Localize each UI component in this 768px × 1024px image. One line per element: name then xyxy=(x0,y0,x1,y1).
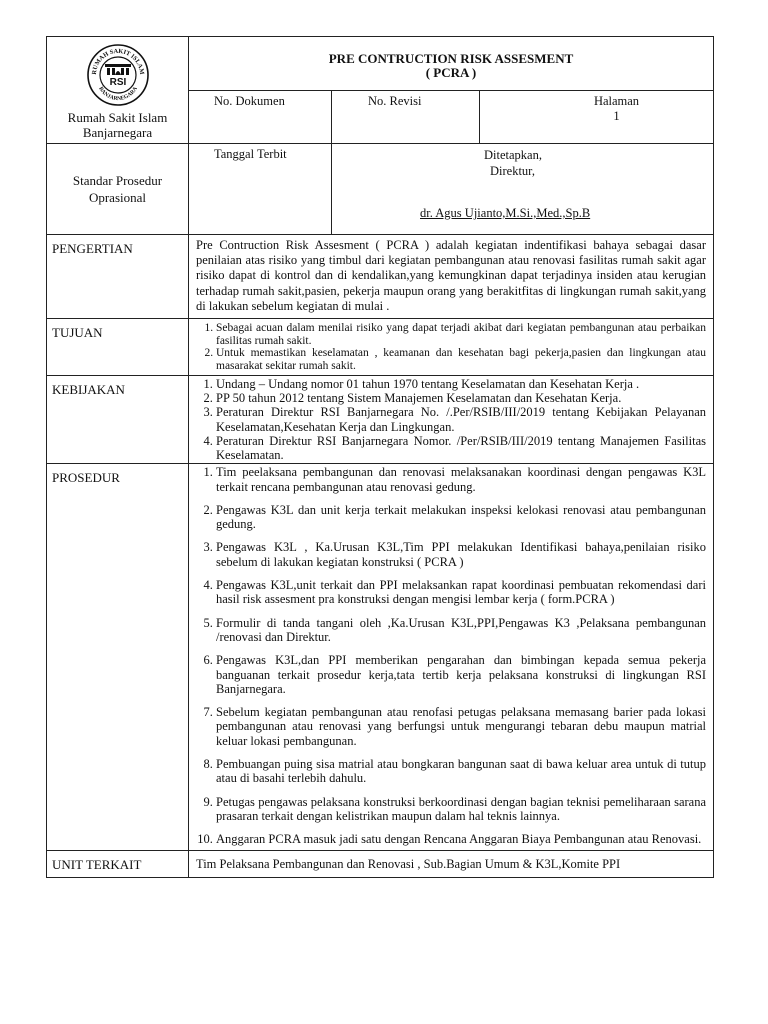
kebijakan-content xyxy=(189,376,713,463)
list-item: 1. Undang – Undang nomor 01 tahun 1970 tentang Keselamatan dan Kesehatan Kerja . xyxy=(216,377,706,391)
list-item: 2. PP 50 tahun 2012 tentang Sistem Manajemen Keselamatan dan Kesehatan Kerja. xyxy=(216,391,706,405)
list-item: 4. Pengawas K3L,unit terkait dan PPI melaksankan rapat koordinasi pembuatan rekomendasi dari hasil risk assesment pra konstruksi dengan mengisi lembar kerja ( form.PCRA ) xyxy=(216,578,706,607)
revision-label: No. Revisi xyxy=(332,91,480,143)
prosedur-row xyxy=(47,463,713,850)
list-item: 9. Petugas pengawas pelaksana konstruksi berkoordinasi dengan bagian teknisi pemeliharaan sarana prasaran terkait dengan kelistrikan maupun dalam hal teknis lainnya. xyxy=(216,795,706,824)
list-item: 7. Sebelum kegiatan pembangunan atau renofasi petugas pelaksana memasang barier pada lokasi pembangunan atau renovasi yang berfungsi untuk mengurangi tebaran debu maupun matrial keluar lokasi pembangunan. xyxy=(216,705,706,748)
prosedur-label: PROSEDUR xyxy=(47,464,189,850)
document-title xyxy=(189,37,713,91)
list-item: 2. Untuk memastikan keselamatan , keamanan dan kesehatan bagi pekerja,pasien dan lingkungan atau masarakat sekitar rumah sakit. xyxy=(216,347,706,372)
pengertian-row xyxy=(47,234,713,318)
list-item: 3. Pengawas K3L , Ka.Urusan K3L,Tim PPI melakukan Identifikasi bahaya,penilaian risiko sebelum di lakukan kegiatan konstruksi ( PCRA ) xyxy=(216,540,706,569)
header-right xyxy=(189,37,713,143)
list-item: 10. Anggaran PCRA masuk jadi satu dengan Rencana Anggaran Biaya Pembangunan atau Renovasi. xyxy=(216,832,706,846)
issue-date-label: Tanggal Terbit xyxy=(189,144,332,234)
list-item: 1. Tim peelaksana pembangunan dan renovasi melaksanakan koordinasi dengan pengawas K3L terkait rencana pembangunan atau renovasi gedung. xyxy=(216,465,706,494)
established-label: Ditetapkan, xyxy=(484,148,542,162)
list-item: 3. Peraturan Direktur RSI Banjarnegara No. /.Per/RSIB/III/2019 tentang Kebijakan Pelayanan Keselamatan,Kesehatan Kerja dan Lingkungan. xyxy=(216,405,706,433)
list-item: 1. Sebagai acuan dalam menilai risiko yang dapat terjadi akibat dari kegiatan pembangunan atau perbaikan fasilitas rumah sakit. xyxy=(216,322,706,347)
title-line-2: ( PCRA ) xyxy=(425,65,477,80)
logo-bottom-text: BANJARNEGARA xyxy=(96,85,139,103)
sop-row xyxy=(47,143,713,234)
doc-number-label: No. Dokumen xyxy=(189,91,332,143)
logo-abbr: RSI xyxy=(109,77,126,88)
unit-terkait-text: Tim Pelaksana Pembangunan dan Renovasi , Sub.Bagian Umum & K3L,Komite PPI xyxy=(196,857,621,872)
kebijakan-row xyxy=(47,375,713,463)
svg-text:BANJARNEGARA xyxy=(97,86,139,102)
tujuan-content xyxy=(189,319,713,375)
sop-label: Standar Prosedur Oprasional xyxy=(47,144,189,234)
director-label: Direktur, xyxy=(490,164,535,178)
list-item: 8. Pembuangan puing sisa matrial atau bongkaran bangunan saat di bawa keluar area untuk di tutup atau di basahi terlebih dahulu. xyxy=(216,757,706,786)
unit-terkait-row xyxy=(47,850,713,877)
established-cell xyxy=(332,144,713,234)
logo-top-text: RUMAH SAKIT ISLAM xyxy=(90,47,145,75)
page-cell xyxy=(480,91,713,143)
document-info xyxy=(189,91,713,143)
approval-cell xyxy=(189,144,713,234)
tujuan-list xyxy=(189,322,713,372)
list-item: 2. Pengawas K3L dan unit kerja terkait melakukan inspeksi kelokasi renovasi atau pembangunan gedung. xyxy=(216,503,706,532)
title-line-1: PRE CONTRUCTION RISK ASSESMENT xyxy=(328,51,574,66)
kebijakan-label: KEBIJAKAN xyxy=(47,376,189,463)
page-value: 1 xyxy=(613,109,620,123)
header-row xyxy=(47,37,713,143)
tujuan-row xyxy=(47,318,713,375)
pengertian-label: PENGERTIAN xyxy=(47,235,189,318)
director-name: dr. Agus Ujianto,M.Si.,Med.,Sp.B xyxy=(420,206,591,220)
unit-terkait-label: UNIT TERKAIT xyxy=(47,851,189,877)
tujuan-label: TUJUAN xyxy=(47,319,189,375)
prosedur-content xyxy=(189,464,713,850)
sop-document xyxy=(46,36,714,878)
hospital-name: Rumah Sakit Islam Banjarnegara xyxy=(67,110,168,140)
pengertian-text: Pre Contruction Risk Assesment ( PCRA ) adalah kegiatan indentifikasi bahaya sebagai dasar penilaian atas risiko yang timbul dari kegiatan pembangunan atau renovasi fasilitas rumah sakit agar risiko dapat di kontrol dan di kendalikan,yang kemungkinan dapat terjadinya insiden atau kerugian terhadap rumah sakit,pasien, pekerja maupun orang yang berakitfitas di lingkungan rumah sakit,yang di lakukan sebelum kegiatan di mulai . xyxy=(196,238,706,313)
kebijakan-list xyxy=(189,377,713,462)
list-item: 5. Formulir di tanda tangani oleh ,Ka.Urusan K3L,PPI,Pengawas K3 ,Pelaksana pembangunan /renovasi dan Direktur. xyxy=(216,616,706,645)
hospital-identity xyxy=(47,37,189,143)
rsi-seal-icon xyxy=(86,43,150,107)
page-label: Halaman xyxy=(593,94,640,108)
prosedur-list xyxy=(189,465,713,846)
list-item: 6. Pengawas K3L,dan PPI memberikan pengarahan dan bimbingan kepada semua pekerja banguanan terkait prosedur kerja,tata tertib kerja pelaksana konstruksi di lingkungan RSI Banjarnegara. xyxy=(216,653,706,696)
list-item: 4. Peraturan Direktur RSI Banjarnegara Nomor. /Per/RSIB/III/2019 tentang Manajemen Fasilitas Keselamatan. xyxy=(216,434,706,462)
